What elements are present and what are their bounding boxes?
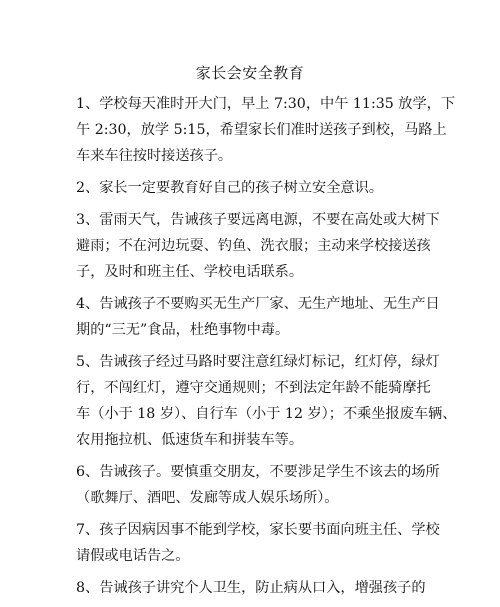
paragraph-line: 2、家长一定要教育好自己的孩子树立安全意识。 (76, 180, 383, 196)
paragraph-line: 农用拖拉机、低速货车和拼装车等。 (76, 432, 304, 448)
paragraph-5 (76, 349, 457, 453)
paragraph-6 (76, 459, 440, 511)
paragraph-line: 避雨；不在河边玩耍、钓鱼、洗衣服；主动来学校接送孩 (76, 238, 431, 254)
document-body (76, 91, 457, 607)
paragraph-line: （歌舞厅、酒吧、发廊等成人娱乐场所）。 (76, 490, 339, 506)
paragraph-3 (76, 207, 440, 285)
paragraph-8 (76, 575, 426, 601)
paragraph-line: 午 2:30，放学 5:15，希望家长们准时送孩子到校，马路上 (76, 122, 447, 138)
paragraph-line: 7、孩子因病因事不能到学校，家长要书面向班主任、学校 (76, 522, 440, 538)
paragraph-line: 4、告诫孩子不要购买无生产厂家、无生产地址、无生产日 (76, 296, 440, 312)
paragraph-line: 车（小于 18 岁）、自行车（小于 12 岁）；不乘坐报废车辆、 (76, 406, 457, 422)
paragraph-line: 5、告诫孩子经过马路时要注意红绿灯标记，红灯停，绿灯 (76, 354, 440, 370)
paragraph-4 (76, 291, 440, 343)
document-title: 家长会安全教育 (195, 64, 305, 82)
paragraph-7 (76, 517, 440, 569)
paragraph-line: 6、告诫孩子。要慎重交朋友，不要涉足学生不该去的场所 (76, 464, 440, 480)
paragraph-2 (76, 175, 426, 201)
paragraph-line: 期的“三无”食品，杜绝事物中毒。 (76, 322, 290, 338)
paragraph-line: 子，及时和班主任、学校电话联系。 (76, 264, 304, 280)
paragraph-line: 3、雷雨天气，告诫孩子要远离电源，不要在高处或大树下 (76, 212, 440, 228)
paragraph-line: 行，不闯红灯，遵守交通规则；不到法定年龄不能骑摩托 (76, 380, 431, 396)
paragraph-1 (76, 91, 456, 169)
paragraph-line: 车来车往按时接送孩子。 (76, 148, 233, 164)
paragraph-line: 8、告诫孩子讲究个人卫生，防止病从口入，增强孩子的 (76, 580, 426, 596)
paragraph-line: 请假或电话告之。 (76, 548, 190, 564)
paragraph-line: 1、学校每天准时开大门，早上 7:30，中午 11:35 放学，下 (76, 96, 456, 112)
